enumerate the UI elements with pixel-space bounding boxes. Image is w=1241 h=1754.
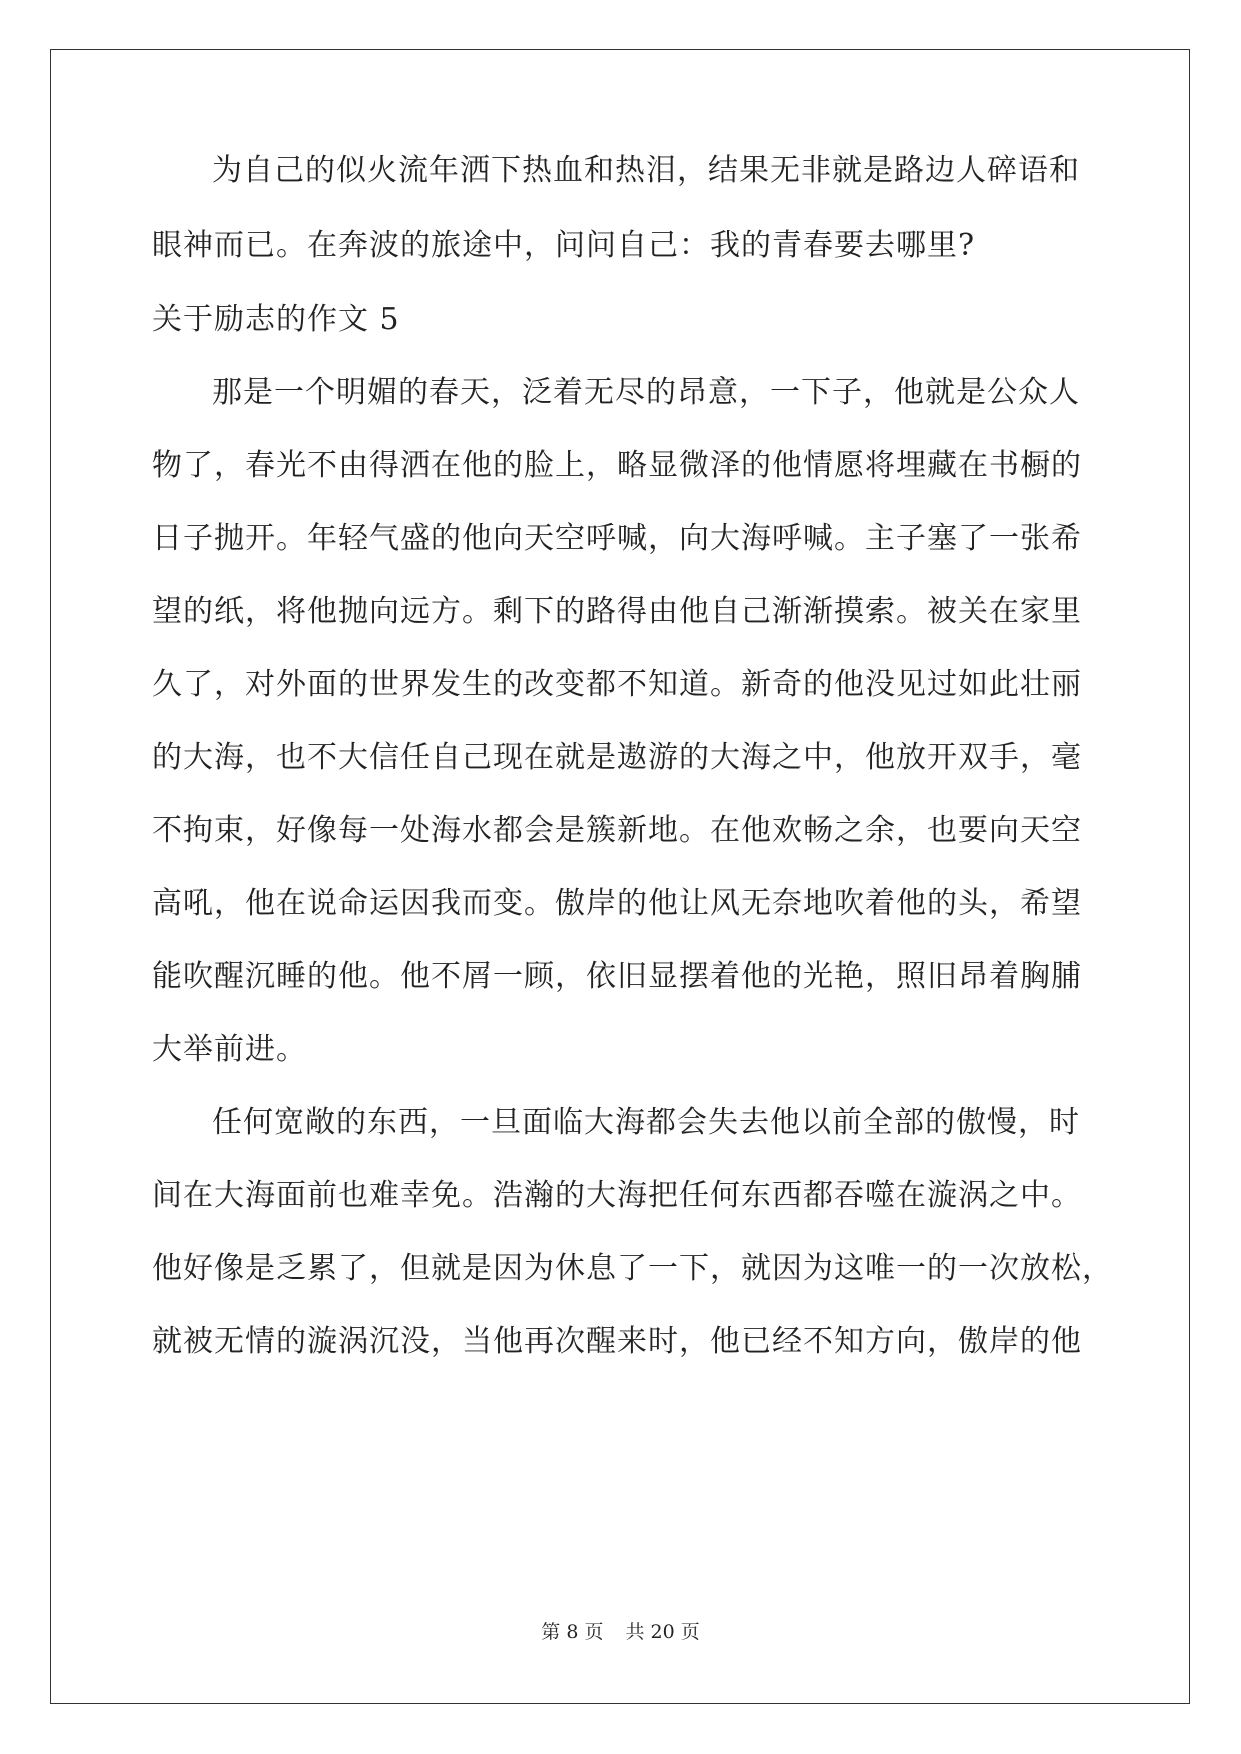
page-number: 第 8 页 — [541, 1621, 604, 1643]
page-footer — [0, 1620, 1241, 1644]
text-line: 那是一个明媚的春天，泛着无尽的昂意，一下子，他就是公众人 — [212, 375, 1080, 410]
page-border — [50, 49, 1190, 1704]
page-total: 共 20 页 — [625, 1621, 700, 1643]
text-line: 间在大海面前也难幸免。浩瀚的大海把任何东西都吞噬在漩涡之中。 — [152, 1178, 1082, 1213]
text-line: 大举前进。 — [152, 1032, 307, 1067]
text-line: 的大海，也不大信任自己现在就是遨游的大海之中，他放开双手，毫 — [152, 740, 1082, 775]
text-line: 望的纸，将他抛向远方。剩下的路得由他自己渐渐摸索。被关在家里 — [152, 594, 1082, 629]
text-line: 就被无情的漩涡沉没，当他再次醒来时，他已经不知方向，傲岸的他 — [152, 1324, 1082, 1359]
text-line: 久了，对外面的世界发生的改变都不知道。新奇的他没见过如此壮丽 — [152, 667, 1082, 702]
text-line: 眼神而已。在奔波的旅途中，问问自己：我的青春要去哪里? — [152, 228, 976, 263]
text-line: 任何宽敞的东西，一旦面临大海都会失去他以前全部的傲慢，时 — [212, 1105, 1080, 1140]
text-line: 高吼，他在说命运因我而变。傲岸的他让风无奈地吹着他的头，希望 — [152, 886, 1082, 921]
text-line: 他好像是乏累了，但就是因为休息了一下，就因为这唯一的一次放松， — [152, 1251, 1113, 1286]
text-line: 能吹醒沉睡的他。他不屑一顾，依旧显摆着他的光艳，照旧昂着胸脯 — [152, 959, 1082, 994]
section-heading: 关于励志的作文 5 — [152, 302, 400, 337]
text-line: 物了，春光不由得洒在他的脸上，略显微泽的他情愿将埋藏在书橱的 — [152, 448, 1082, 483]
text-line: 不拘束，好像每一处海水都会是簇新地。在他欢畅之余，也要向天空 — [152, 813, 1082, 848]
text-line: 为自己的似火流年洒下热血和热泪，结果无非就是路边人碎语和 — [212, 153, 1080, 188]
text-line: 日子抛开。年轻气盛的他向天空呼喊，向大海呼喊。主子塞了一张希 — [152, 521, 1082, 556]
